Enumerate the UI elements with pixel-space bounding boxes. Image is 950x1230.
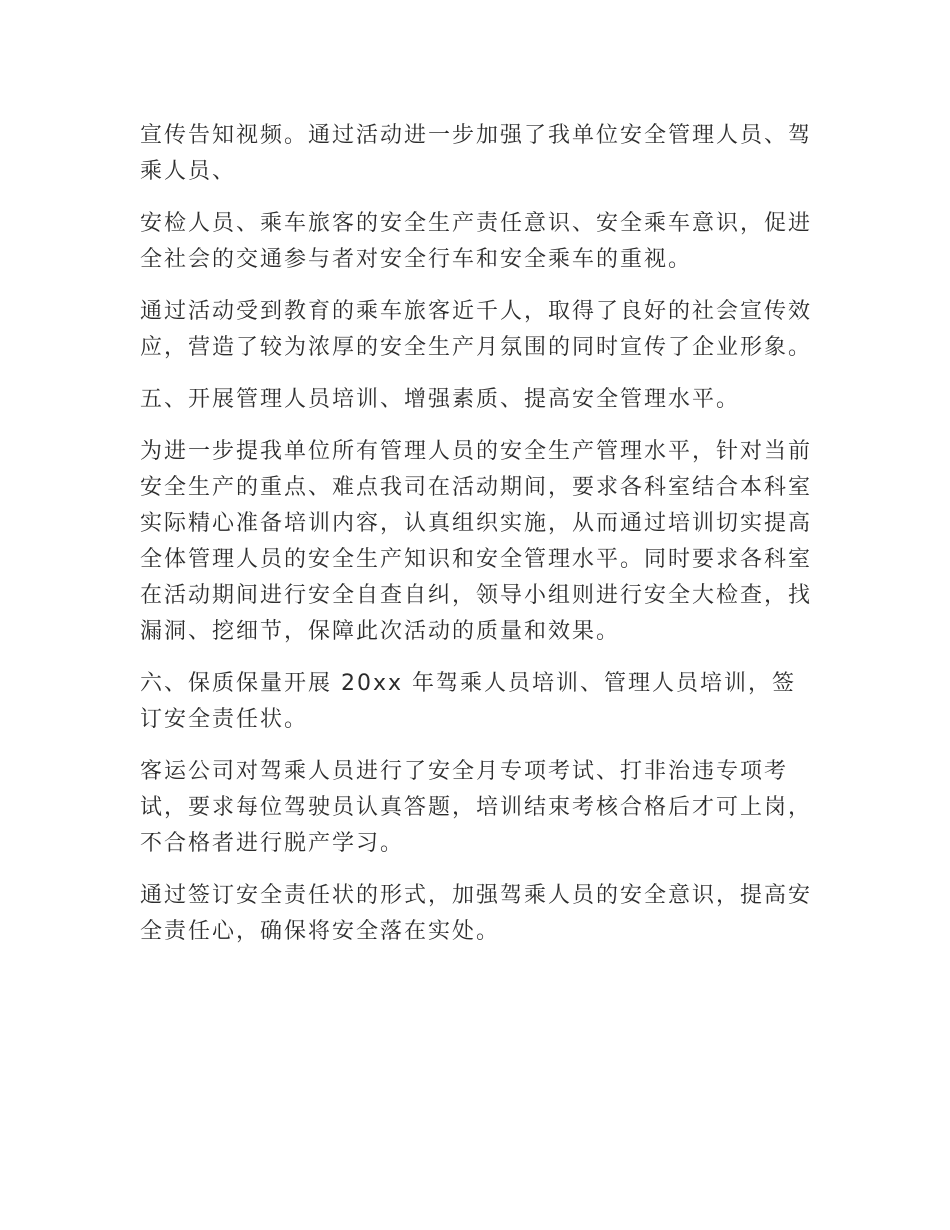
paragraph: 宣传告知视频。通过活动进一步加强了我单位安全管理人员、驾乘人员、: [140, 123, 813, 184]
paragraph: 为进一步提我单位所有管理人员的安全生产管理水平，针对当前安全生产的重点、难点我司在活动期间，要求各科室结合本科室实际精心准备培训内容，认真组织实施，从而通过培训切实提高全体管理人员的安全生产知识和安全管理水平。同时要求各科室在活动期间进行安全自查自纠，领导小组则进行安全大检查，找漏洞、挖细节，保障此次活动的质量和效果。: [140, 439, 813, 644]
paragraph: 通过签订安全责任状的形式，加强驾乘人员的安全意识，提高安全责任心，确保将安全落在实处。: [140, 883, 813, 944]
section-heading: 六、保质保量开展 20xx 年驾乘人员培训、管理人员培训，签订安全责任状。: [140, 671, 797, 732]
paragraph: 通过活动受到教育的乘车旅客近千人，取得了良好的社会宣传效应，营造了较为浓厚的安全生产月氛围的同时宣传了企业形象。: [140, 299, 813, 360]
document-body: [140, 118, 815, 966]
paragraph: 客运公司对驾乘人员进行了安全月专项考试、打非治违专项考试，要求每位驾驶员认真答题，培训结束考核合格后才可上岗，不合格者进行脱产学习。: [140, 759, 813, 856]
paragraph: 安检人员、乘车旅客的安全生产责任意识、安全乘车意识，促进全社会的交通参与者对安全行车和安全乘车的重视。: [140, 211, 813, 272]
section-heading: 五、开展管理人员培训、增强素质、提高安全管理水平。: [140, 387, 741, 412]
